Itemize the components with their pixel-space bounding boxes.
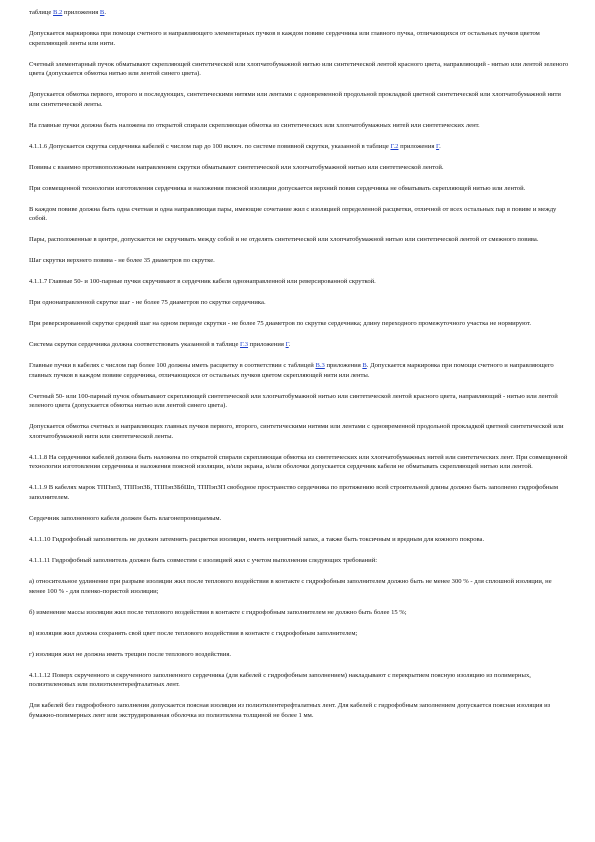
paragraph-text: 4.1.1.8 На сердечники кабелей должна быть наложена по открытой спирали скрепляющая обмотка из синтетических или хлопчатобумажных нитей или синтетических лент. При совмещенной технологии изготовления сердечника и наложения поясной изоляции, и/или экрана, и/или оболочки допускается сердечник кабеля не обматывать скрепляющей нитью или лентой. [29,453,568,471]
reference-link[interactable]: Г [285,341,289,349]
paragraph-text: г) изоляция жил не должна иметь трещин после теплового воздействия. [29,650,232,658]
paragraph-text: Счетный 50- или 100-парный пучок обматывают скрепляющей синтетической или хлопчатобумажной нитью или синтетической лентой красного цвета, направляющий - нитью или лентой зеленого цвета (допускается обмотка нитью или лентой синего цвета). [29,392,558,410]
paragraph-text: Сердечник заполненного кабеля должен быть влагонепроницаемым. [29,515,222,523]
paragraph-text: Допускается маркировка при помощи счетного и направляющего элементарных пучков в каждом повиве сердечника или главного пучка, отличающихся от остальных пучков цветом скрепляющей ленты или нити. [29,29,540,47]
paragraph-p27 [29,650,569,660]
reference-link[interactable]: В.3 [315,362,325,370]
paragraph-p24 [29,577,569,596]
reference-link[interactable]: В [99,9,105,16]
paragraph-text: приложения [398,142,437,150]
reference-link[interactable]: Г [436,142,440,150]
paragraph-text: . [439,142,441,150]
paragraph-p17 [29,392,569,411]
paragraph-text: приложения [248,341,286,349]
paragraph-p7 [29,163,569,173]
paragraph-text: 4.1.1.9 В кабелях марок ТППэпЗ, ТППэпЗБ, ТППэпЗБбШп, ТППэпЗП свободное пространство сердечника по протяжению всей строительной длины должно быть заполнено гидрофобным заполнителем. [29,484,559,502]
paragraph-text: б) изменение массы изоляции жил после теплового воздействия в контакте с гидрофобным заполнителем не должно быть более 15 %; [29,608,407,616]
paragraph-p1 [29,8,569,18]
paragraph-p23 [29,556,569,566]
paragraph-text: . Допускается маркировка при помощи счетного и направляющего главных пучков в каждом повиве сердечника, отличающихся от остальных пучков цветом скрепляющей нити или ленты. [29,362,554,379]
paragraph-text: Допускается обмотка первого, второго и последующих, синтетическими нитями или лентами с одновременной продольной прокладкой цветной синтетической или хлопчатобумажной нити или синтетической ленты. [29,91,561,108]
reference-link[interactable]: В.2 [53,9,63,16]
reference-link[interactable]: В [362,362,367,370]
paragraph-text: На главные пучки должна быть наложена по открытой спирали скрепляющая обмотка из синтетических или хлопчатобумажных нитей или синтетических лент. [29,121,480,129]
paragraph-p21 [29,514,569,524]
paragraph-text: Пары, расположенные в центре, допускается не скручивать между собой и не отделять синтетической или хлопчатобумажной нитью или синтетической лентой от смежного повива. [29,236,539,244]
paragraph-text: таблице [29,9,54,16]
paragraph-p13 [29,298,569,308]
paragraph-text: При реверсированной скрутке средний шаг на одном периоде скрутки - не более 75 диаметров по скрутке сердечника; длину переходного промежуточного участка не нормируют. [29,320,532,328]
paragraph-text: Для кабелей без гидрофобного заполнения допускается поясная изоляция из полиэтилентерефталатных лент. Для кабелей с гидрофобным заполнением допускается поясная изоляция из бумажно-полимерных лент или экструдированная оболочка из полиэтилена толщиной не более 1 мм. [29,702,551,719]
paragraph-p12 [29,277,569,287]
reference-link[interactable]: Г.3 [240,341,249,349]
paragraph-text: 4.1.1.11 Гидрофобный заполнитель должен быть совместим с изоляцией жил с учетом выполнения следующих требований: [29,557,378,564]
paragraph-p9 [29,205,569,224]
paragraph-p19 [29,453,569,472]
paragraph-p28 [29,671,569,690]
paragraph-p22 [29,535,569,545]
paragraph-p6 [29,142,569,152]
document-page [29,8,569,732]
paragraph-text: 4.1.1.7 Главные 50- и 100-парные пучки скручивают в сердечник кабеля однонаправленной или реверсированной скруткой. [29,278,376,286]
paragraph-text: Счетный элементарный пучок обматывают скрепляющей синтетической или хлопчатобумажной нитью или синтетической лентой красного цвета, направляющий - нитью или лентой зеленого цвета (допускается обмотка нитью или лентой синего цвета). [29,60,569,78]
paragraph-text: 4.1.1.10 Гидрофобный заполнитель не должен затемнять расцветки изоляции, иметь неприятный запах, а также быть токсичным и вредным для кожного покрова. [29,536,485,544]
paragraph-text: 4.1.1.12 Поверх скрученного и скрученного заполненного сердечника (для кабелей с гидрофобным заполнением) накладывают с перекрытием поясную изоляцию из полимерных, полиэтиленовых или полиэтилентерефталатных лент. [29,671,531,689]
paragraph-text: Шаг скрутки верхнего повива - не более 35 диаметров по скрутке. [29,257,215,265]
paragraph-p18 [29,422,569,441]
paragraph-text: Система скрутки сердечника должна соответствовать указанной в таблице [29,341,241,349]
paragraph-p10 [29,235,569,245]
paragraph-text: . [104,9,106,16]
paragraph-text: 4.1.1.6 Допускается скрутка сердечника кабелей с числом пар до 100 включ. по системе повивной скрутки, указанной в таблице [29,142,391,150]
paragraph-p5 [29,121,569,131]
paragraph-text: Главные пучки в кабелях с числом пар более 100 должны иметь расцветку в соответствии с таблицей [29,362,316,370]
paragraph-p2 [29,29,569,48]
paragraph-p20 [29,483,569,502]
paragraph-p8 [29,184,569,194]
paragraph-p25 [29,608,569,618]
paragraph-p11 [29,256,569,266]
paragraph-text: приложения [324,362,363,370]
paragraph-text: При совмещенной технологии изготовления сердечника и наложения поясной изоляции допускается верхний повив сердечника не обматывать скрепляющей нитью или лентой. [29,184,526,192]
paragraph-text: а) относительное удлинение при разрыве изоляции жил после теплового воздействия в контакте с гидрофобным заполнителем должно быть не менее 300 % - для сплошной изоляции, не менее 100 % - для пленко-пористой изоляции; [29,577,552,595]
paragraph-p29 [29,701,569,720]
paragraph-text: Повивы с взаимно противоположным направлением скрутки обматывают синтетической или хлопчатобумажной нитью или синтетической лентой. [29,163,444,171]
paragraph-p26 [29,629,569,639]
paragraph-text: Допускается обмотка счетных и направляющих главных пучков первого, второго, синтетическими нитями или лентами с одновременной продольной прокладкой цветной синтетической или хлопчатобумажной нити или синтетической ленты. [29,423,564,440]
paragraph-text: в) изоляция жил должна сохранять свой цвет после теплового воздействия в контакте с гидрофобным заполнителем; [29,629,358,637]
paragraph-text: При однонаправленной скрутке шаг - не более 75 диаметров по скрутке сердечника. [29,299,266,307]
paragraph-text: В каждом повиве должна быть одна счетная и одна направляющая пары, имеющие сочетание жил с изоляцией определенной расцветки, отличной от всех остальных пар в повиве и между собой. [29,205,557,223]
reference-link[interactable]: Г.2 [390,142,399,150]
paragraph-p15 [29,340,569,350]
paragraph-p14 [29,319,569,329]
paragraph-p16 [29,361,569,380]
paragraph-text: . [288,341,291,349]
paragraph-p3 [29,60,569,79]
paragraph-text: приложения [62,9,100,16]
paragraph-p4 [29,90,569,109]
